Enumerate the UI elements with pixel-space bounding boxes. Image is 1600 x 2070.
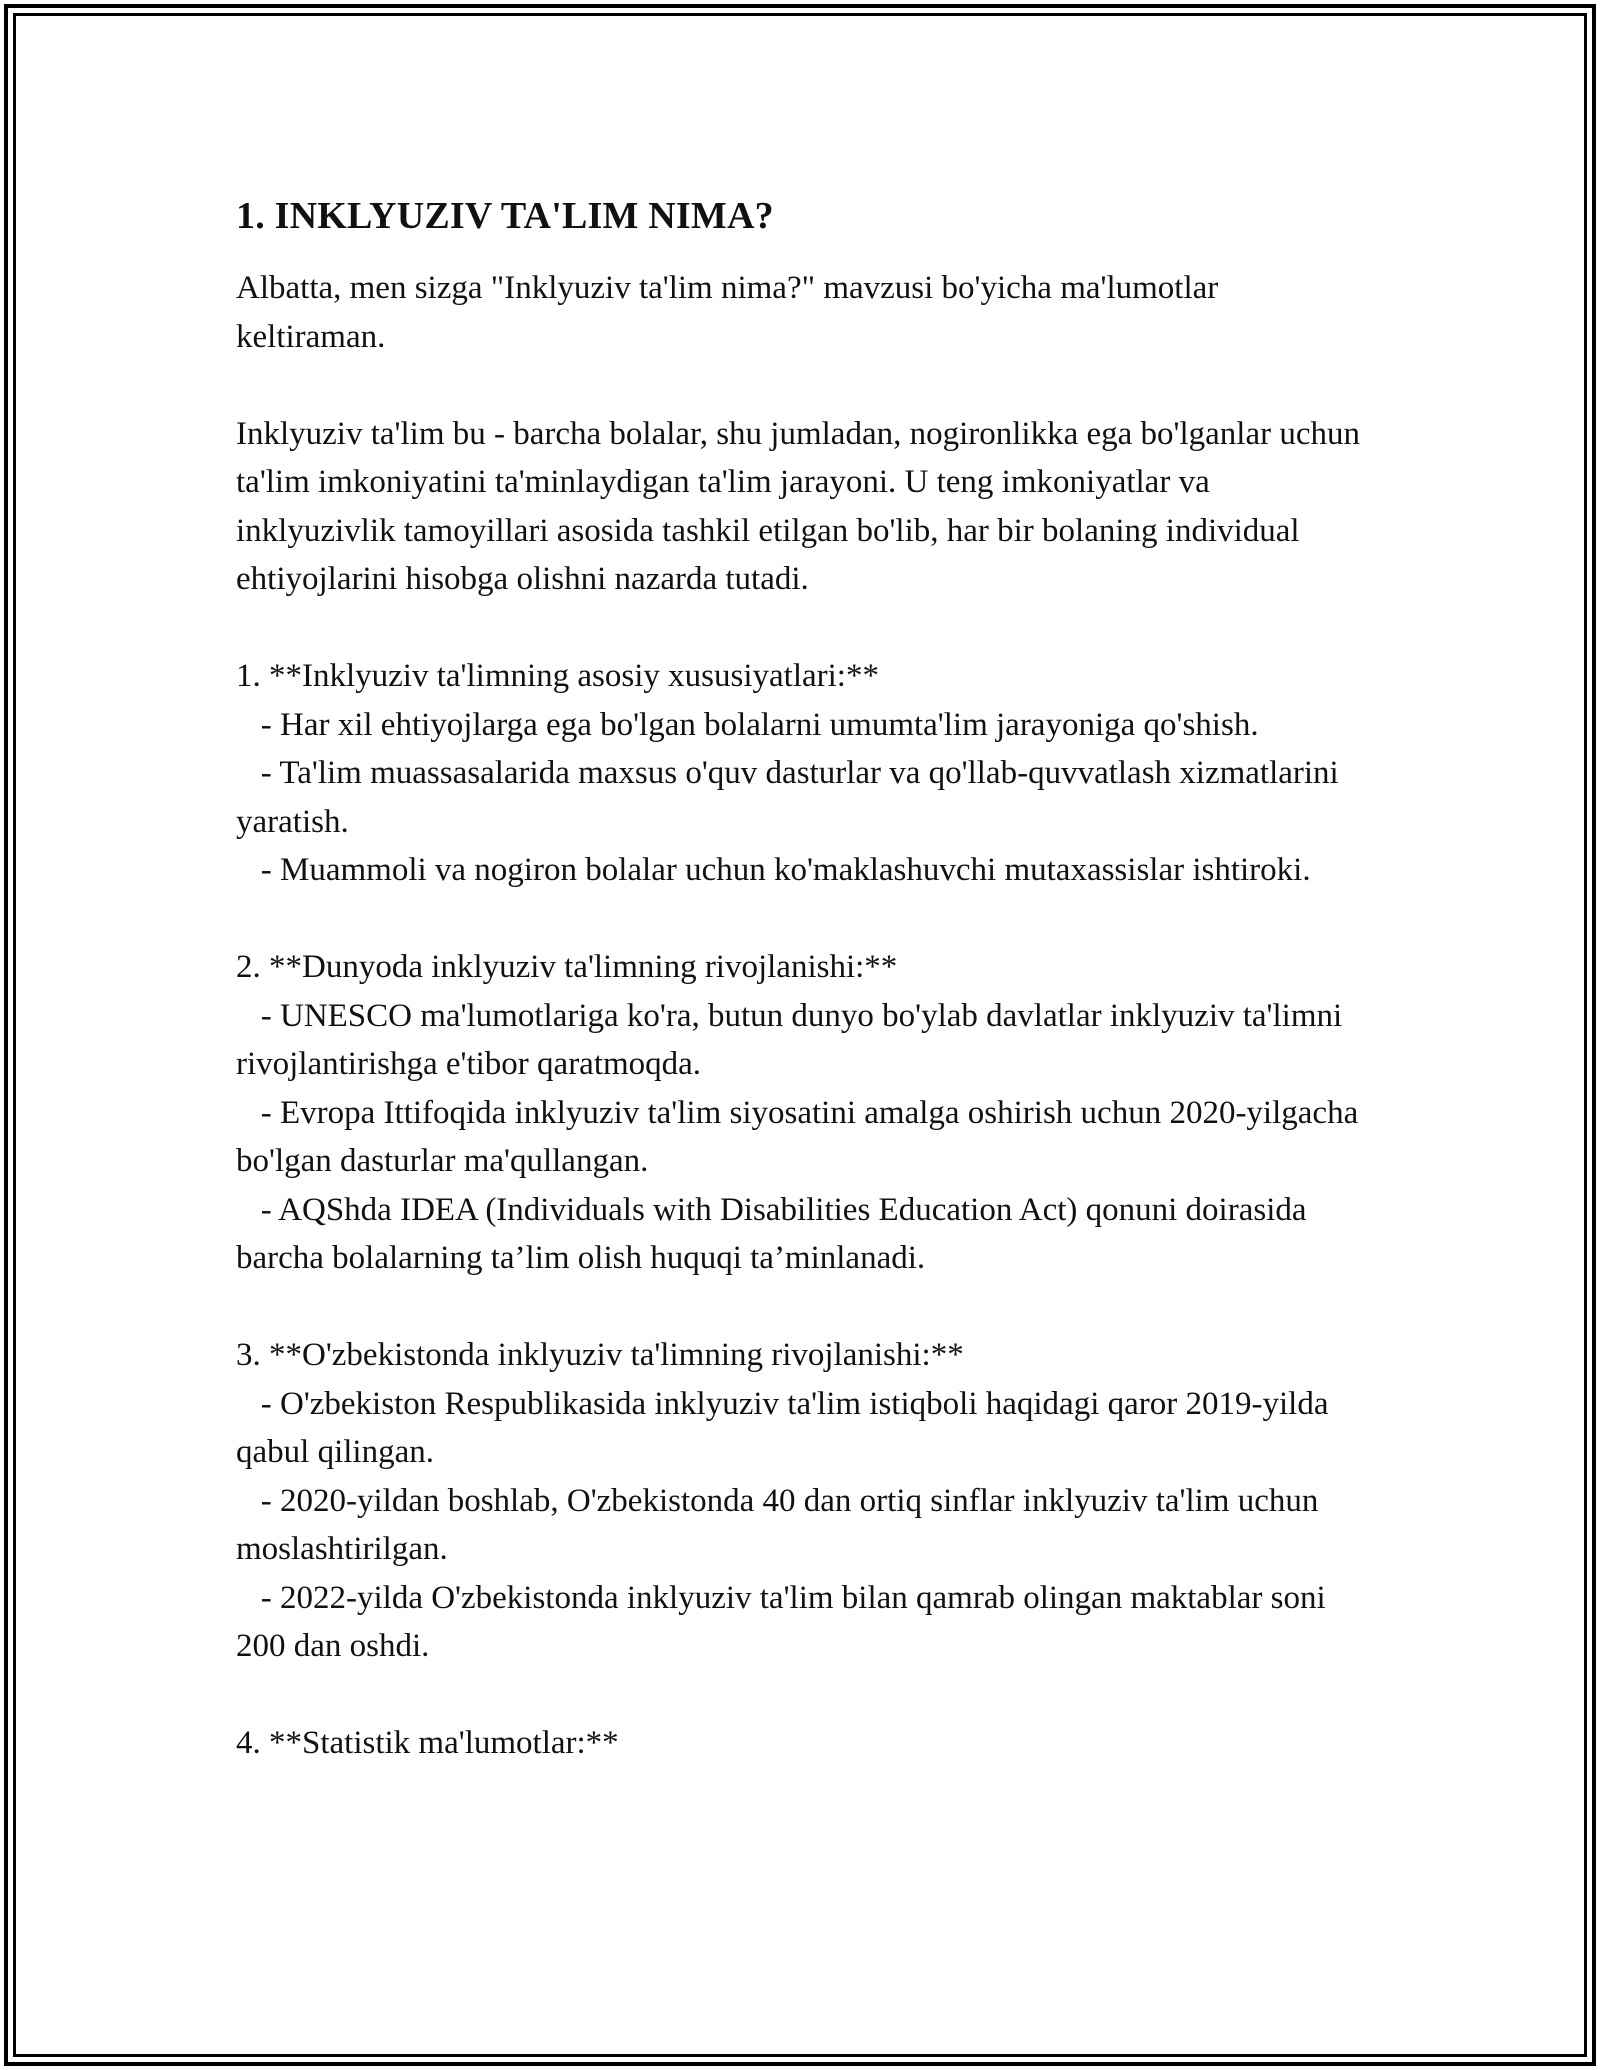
list-item: - AQShda IDEA (Individuals with Disabilities Education Act) qonuni doirasida barcha bolalarning ta’lim olish huquqi ta’minlanadi.	[236, 1191, 1315, 1276]
section-features	[236, 652, 1366, 895]
section-heading: 2. **Dunyoda inklyuziv ta'limning rivojlanishi:**	[236, 949, 898, 985]
list-item: - 2022-yilda O'zbekistonda inklyuziv ta'lim bilan qamrab olingan maktablar soni 200 dan oshdi.	[236, 1579, 1334, 1664]
intro-paragraph: Albatta, men sizga "Inklyuziv ta'lim nima?" mavzusi bo'yicha ma'lumotlar keltiraman.	[236, 270, 1227, 355]
paragraph-spacer	[236, 361, 1366, 410]
list-item: - Evropa Ittifoqida inklyuziv ta'lim siyosatini amalga oshirish uchun 2020-yilgacha bo'lgan dasturlar ma'qullangan.	[236, 1094, 1367, 1179]
list-item: - O'zbekiston Respublikasida inklyuziv ta'lim istiqboli haqidagi qaror 2019-yilda qabul qilingan.	[236, 1385, 1337, 1470]
list-item: - Muammoli va nogiron bolalar uchun ko'maklashuvchi mutaxassislar ishtiroki.	[236, 852, 1311, 888]
definition-paragraph: Inklyuziv ta'lim bu - barcha bolalar, shu jumladan, nogironlikka ega bo'lganlar uchun ta'lim imkoniyatini ta'minlaydigan ta'lim jarayoni. U teng imkoniyatlar va inklyuzivlik tamoyillari asosida tashkil etilgan bo'lib, har bir bolaning individual ehtiyojlarini hisobga olishni nazarda tutadi.	[236, 415, 1369, 597]
paragraph-spacer	[236, 1283, 1366, 1332]
list-item: - 2020-yildan boshlab, O'zbekistonda 40 dan ortiq sinflar inklyuziv ta'lim uchun moslashtirilgan.	[236, 1482, 1327, 1567]
list-item: - UNESCO ma'lumotlariga ko'ra, butun dunyo bo'ylab davlatlar inklyuziv ta'limni rivojlantirishga e'tibor qaratmoqda.	[236, 997, 1351, 1082]
section-world	[236, 943, 1366, 1283]
section-heading: 3. **O'zbekistonda inklyuziv ta'limning rivojlanishi:**	[236, 1337, 964, 1373]
paragraph-spacer	[236, 604, 1366, 653]
section-statistics	[236, 1719, 1366, 1768]
page-title: 1. INKLYUZIV TA'LIM NIMA?	[236, 195, 774, 237]
section-heading: 1. **Inklyuziv ta'limning asosiy xususiyatlari:**	[236, 658, 879, 694]
section-heading: 4. **Statistik ma'lumotlar:**	[236, 1725, 619, 1761]
section-uzbekistan	[236, 1331, 1366, 1671]
list-item: - Ta'lim muassasalarida maxsus o'quv dasturlar va qo'llab-quvvatlash xizmatlarini yaratish.	[236, 755, 1347, 840]
paragraph-spacer	[236, 895, 1366, 944]
list-item: - Har xil ehtiyojlarga ega bo'lgan bolalarni umumta'lim jarayoniga qo'shish.	[236, 706, 1259, 743]
paragraph-spacer	[236, 1671, 1366, 1720]
document-body	[236, 184, 1369, 1768]
